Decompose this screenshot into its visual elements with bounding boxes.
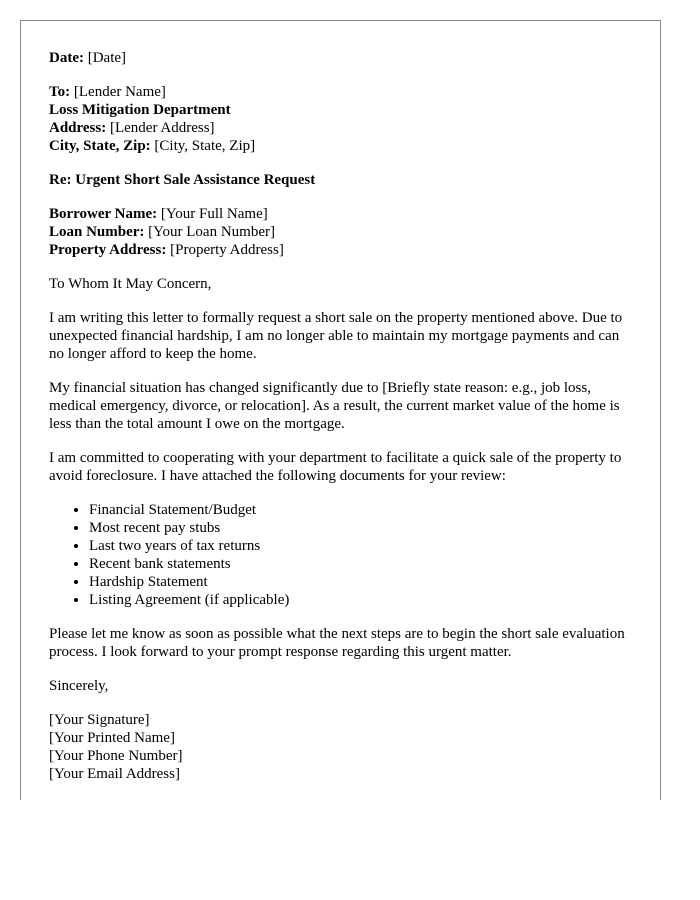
documents-list bbox=[49, 501, 632, 609]
recipient-city-line bbox=[49, 137, 632, 155]
city-label: City, State, Zip: bbox=[49, 138, 151, 154]
recipient-address-line bbox=[49, 119, 632, 137]
subject-text: Re: Urgent Short Sale Assistance Request bbox=[49, 172, 316, 188]
property-address-value: [Property Address] bbox=[170, 242, 284, 258]
to-label: To: bbox=[49, 84, 71, 100]
borrower-name-line bbox=[49, 205, 632, 223]
list-item: • Last two years of tax returns bbox=[89, 537, 632, 555]
recipient-to-line bbox=[49, 83, 632, 101]
body-paragraph-4: Please let me know as soon as possible what the next steps are to begin the short sale evaluation process. I look forward to your prompt response regarding this urgent matter. bbox=[49, 626, 625, 660]
date-line bbox=[49, 49, 632, 67]
sign-off: Sincerely, bbox=[49, 678, 109, 694]
borrower-name-label: Borrower Name: bbox=[49, 206, 158, 222]
signature-block bbox=[49, 711, 632, 783]
recipient-department bbox=[49, 101, 632, 119]
property-address-label: Property Address: bbox=[49, 242, 167, 258]
address-label: Address: bbox=[49, 120, 107, 136]
borrower-block bbox=[49, 205, 632, 259]
list-item: • Recent bank statements bbox=[89, 555, 632, 573]
printed-name-placeholder: [Your Printed Name] bbox=[49, 730, 175, 746]
date-label: Date: bbox=[49, 50, 84, 66]
list-item: • Listing Agreement (if applicable) bbox=[89, 591, 632, 609]
phone-placeholder: [Your Phone Number] bbox=[49, 748, 183, 764]
recipient-block bbox=[49, 83, 632, 155]
borrower-name-value: [Your Full Name] bbox=[160, 206, 268, 222]
loan-number-label: Loan Number: bbox=[49, 224, 145, 240]
body-paragraph-1: I am writing this letter to formally request a short sale on the property mentioned above. Due to unexpected financial hardship, I am no longer able to maintain my mortgage payments and can no longer afford to keep the home. bbox=[49, 310, 623, 362]
city-value: [City, State, Zip] bbox=[154, 138, 256, 154]
body-paragraph-3: I am committed to cooperating with your department to facilitate a quick sale of the property to avoid foreclosure. I have attached the following documents for your review: bbox=[49, 450, 622, 484]
property-address-line bbox=[49, 241, 632, 259]
signature-placeholder: [Your Signature] bbox=[49, 712, 150, 728]
list-item: • Hardship Statement bbox=[89, 573, 632, 591]
email-placeholder: [Your Email Address] bbox=[49, 766, 180, 782]
loan-number-value: [Your Loan Number] bbox=[148, 224, 275, 240]
to-value: [Lender Name] bbox=[73, 84, 166, 100]
list-item: • Financial Statement/Budget bbox=[89, 501, 632, 519]
subject-line bbox=[49, 171, 632, 189]
letter-document bbox=[20, 20, 661, 800]
body-paragraph-2: My financial situation has changed significantly due to [Briefly state reason: e.g., job loss, medical emergency, divorce, or relocation]. As a result, the current market value of the home is less than the total amount I owe on the mortgage. bbox=[49, 380, 620, 432]
address-value: [Lender Address] bbox=[109, 120, 215, 136]
date-value: [Date] bbox=[87, 50, 127, 66]
salutation: To Whom It May Concern, bbox=[49, 276, 212, 292]
loan-number-line bbox=[49, 223, 632, 241]
department-label: Loss Mitigation Department bbox=[49, 102, 231, 118]
list-item: • Most recent pay stubs bbox=[89, 519, 632, 537]
